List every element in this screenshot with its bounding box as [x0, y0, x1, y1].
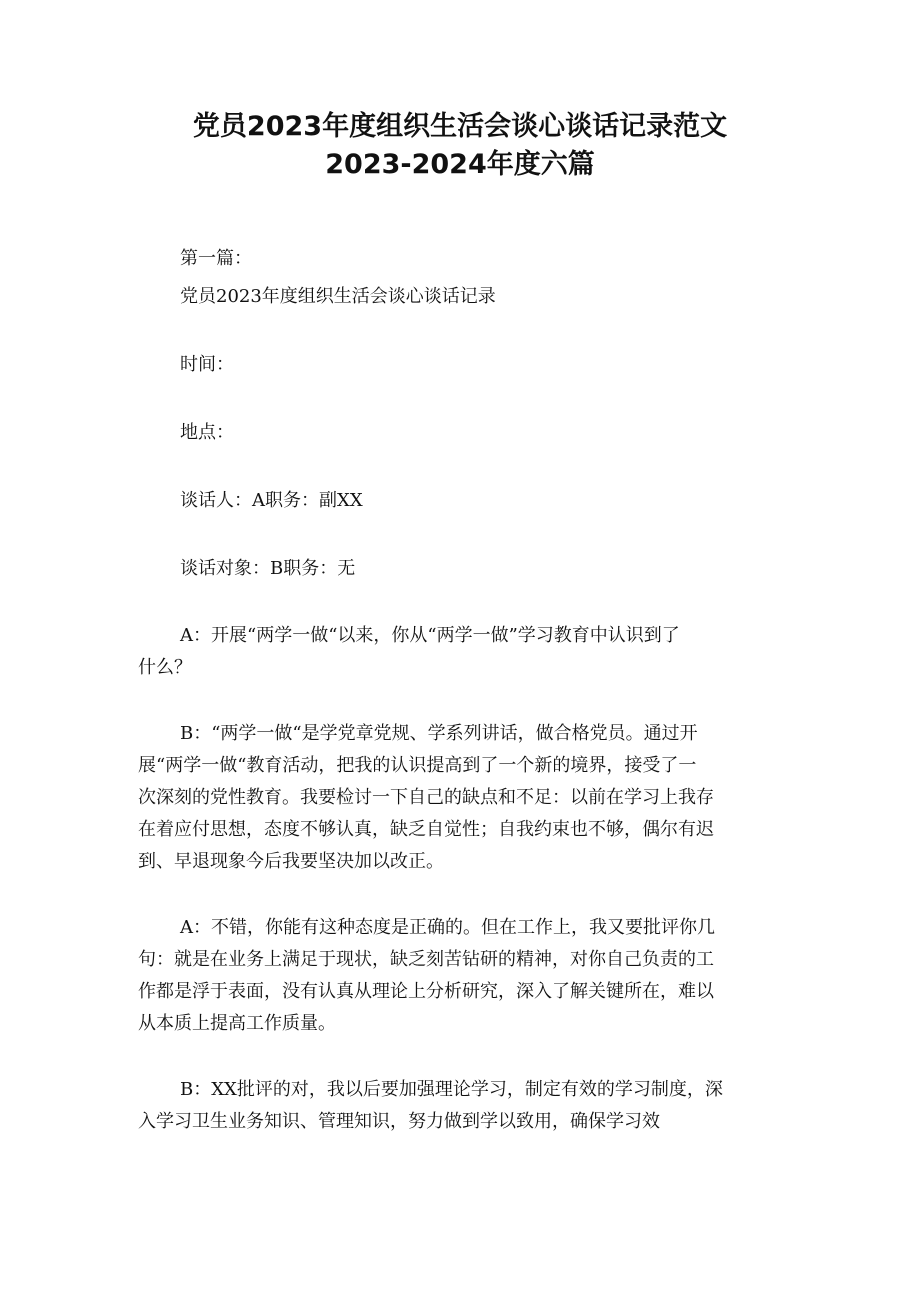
paragraph-line: B：XX批评的对，我以后要加强理论学习，制定有效的学习制度，深 — [180, 1079, 723, 1100]
dialogue-paragraph-1 — [138, 620, 784, 684]
paragraph-line: A：开展“两学一做“以来，你从“两学一做”学习教育中认识到了 — [180, 625, 680, 646]
paragraph-line: 从本质上提高工作质量。 — [138, 1013, 336, 1034]
paragraph-line: B：“两学一做“是学党章党规、学系列讲话，做合格党员。通过开 — [180, 723, 698, 744]
time-field: 时间： — [180, 354, 234, 375]
paragraph-line: 到、早退现象今后我要坚决加以改正。 — [138, 851, 444, 872]
document-title — [0, 108, 920, 184]
dialogue-paragraph-3 — [138, 912, 784, 1040]
paragraph-line: 在着应付思想，态度不够认真，缺乏自觉性；自我约束也不够，偶尔有迟 — [138, 819, 714, 840]
interviewer-field: 谈话人：A职务：副XX — [180, 490, 363, 511]
dialogue-paragraph-4 — [138, 1074, 784, 1138]
paragraph-line: 句：就是在业务上满足于现状，缺乏刻苦钻研的精神，对你自己负责的工 — [138, 949, 714, 970]
section-title: 党员2023年度组织生活会谈心谈话记录 — [180, 286, 496, 307]
paragraph-line: 展“两学一做“教育活动，把我的认识提高到了一个新的境界，接受了一 — [138, 755, 697, 776]
place-field: 地点： — [180, 422, 234, 443]
title-line-1: 党员2023年度组织生活会谈心谈话记录范文 — [192, 111, 728, 142]
paragraph-line: A：不错，你能有这种态度是正确的。但在工作上，我又要批评你几 — [180, 917, 715, 938]
paragraph-line: 入学习卫生业务知识、管理知识，努力做到学以致用，确保学习效 — [138, 1111, 660, 1132]
paragraph-line: 作都是浮于表面，没有认真从理论上分析研究，深入了解关键所在，难以 — [138, 981, 714, 1002]
section-label: 第一篇： — [180, 248, 252, 269]
paragraph-line: 次深刻的党性教育。我要检讨一下自己的缺点和不足：以前在学习上我存 — [138, 787, 714, 808]
interviewee-field: 谈话对象：B职务：无 — [180, 558, 356, 579]
dialogue-paragraph-2 — [138, 718, 784, 878]
paragraph-line: 什么？ — [138, 657, 192, 678]
title-line-2: 2023-2024年度六篇 — [325, 149, 595, 180]
document-body — [138, 243, 784, 1138]
